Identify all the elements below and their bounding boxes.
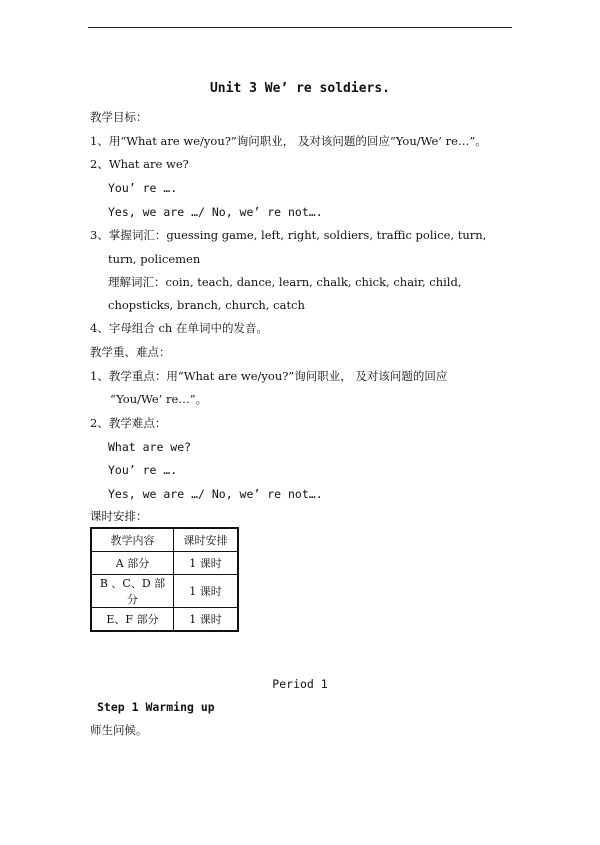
table-header-cell: 教学内容 bbox=[91, 528, 174, 552]
key-point-2-c: Yes, we are …/ No, we’ re not…. bbox=[108, 487, 323, 501]
table-row bbox=[91, 552, 238, 575]
table-header-row bbox=[91, 528, 238, 552]
objective-3-vocab-cont: chopsticks, branch, church, catch bbox=[108, 298, 305, 312]
key-point-1: 1、教学重点：用“What are we/you?”询问职业， 及对该问题的回应 bbox=[90, 369, 448, 383]
page-title: Unit 3 We’ re soldiers. bbox=[209, 81, 390, 96]
table-cell: 1 课时 bbox=[174, 608, 239, 632]
objective-2-answer-a: You’ re …. bbox=[108, 181, 178, 195]
objective-2: 2、What are we? bbox=[90, 157, 189, 171]
objective-2-answer-b: Yes, we are …/ No, we’ re not…. bbox=[108, 205, 323, 219]
header-rule bbox=[88, 27, 512, 28]
table-row bbox=[91, 575, 238, 608]
objective-3: 3、掌握词汇：guessing game, left, right, soldiers, traffic police, turn, bbox=[90, 228, 487, 242]
key-point-2-a: What are we? bbox=[108, 440, 192, 454]
objective-3-vocab: 理解词汇：coin, teach, dance, learn, chalk, chick, chair, child, bbox=[108, 275, 462, 289]
table-header-cell: 课时安排 bbox=[174, 528, 239, 552]
greeting-text: 师生问候。 bbox=[90, 723, 148, 737]
key-points-heading: 教学重、难点： bbox=[90, 345, 171, 359]
key-point-2: 2、教学难点： bbox=[90, 416, 167, 430]
table-cell: E、F 部分 bbox=[91, 608, 174, 632]
key-point-2-b: You’ re …. bbox=[108, 463, 178, 477]
objectives-heading: 教学目标： bbox=[90, 110, 148, 124]
table-cell: 1 课时 bbox=[174, 552, 239, 575]
schedule-table bbox=[90, 527, 239, 632]
schedule-heading: 课时安排： bbox=[90, 509, 148, 523]
period-heading: Period 1 bbox=[272, 677, 328, 691]
table-cell: B 、C、D 部分 bbox=[91, 575, 174, 608]
step-heading: Step 1 Warming up bbox=[97, 700, 215, 714]
table-cell: A 部分 bbox=[91, 552, 174, 575]
objective-1: 1、用“What are we/you?”询问职业， 及对该问题的回应“You/We’ re…”。 bbox=[90, 134, 487, 148]
objective-4: 4、字母组合 ch 在单词中的发音。 bbox=[90, 321, 268, 335]
objective-3-cont: turn, policemen bbox=[108, 252, 201, 266]
table-row bbox=[91, 608, 238, 632]
table-cell: 1 课时 bbox=[174, 575, 239, 608]
key-point-1-cont: “You/We’ re…”。 bbox=[110, 392, 208, 406]
